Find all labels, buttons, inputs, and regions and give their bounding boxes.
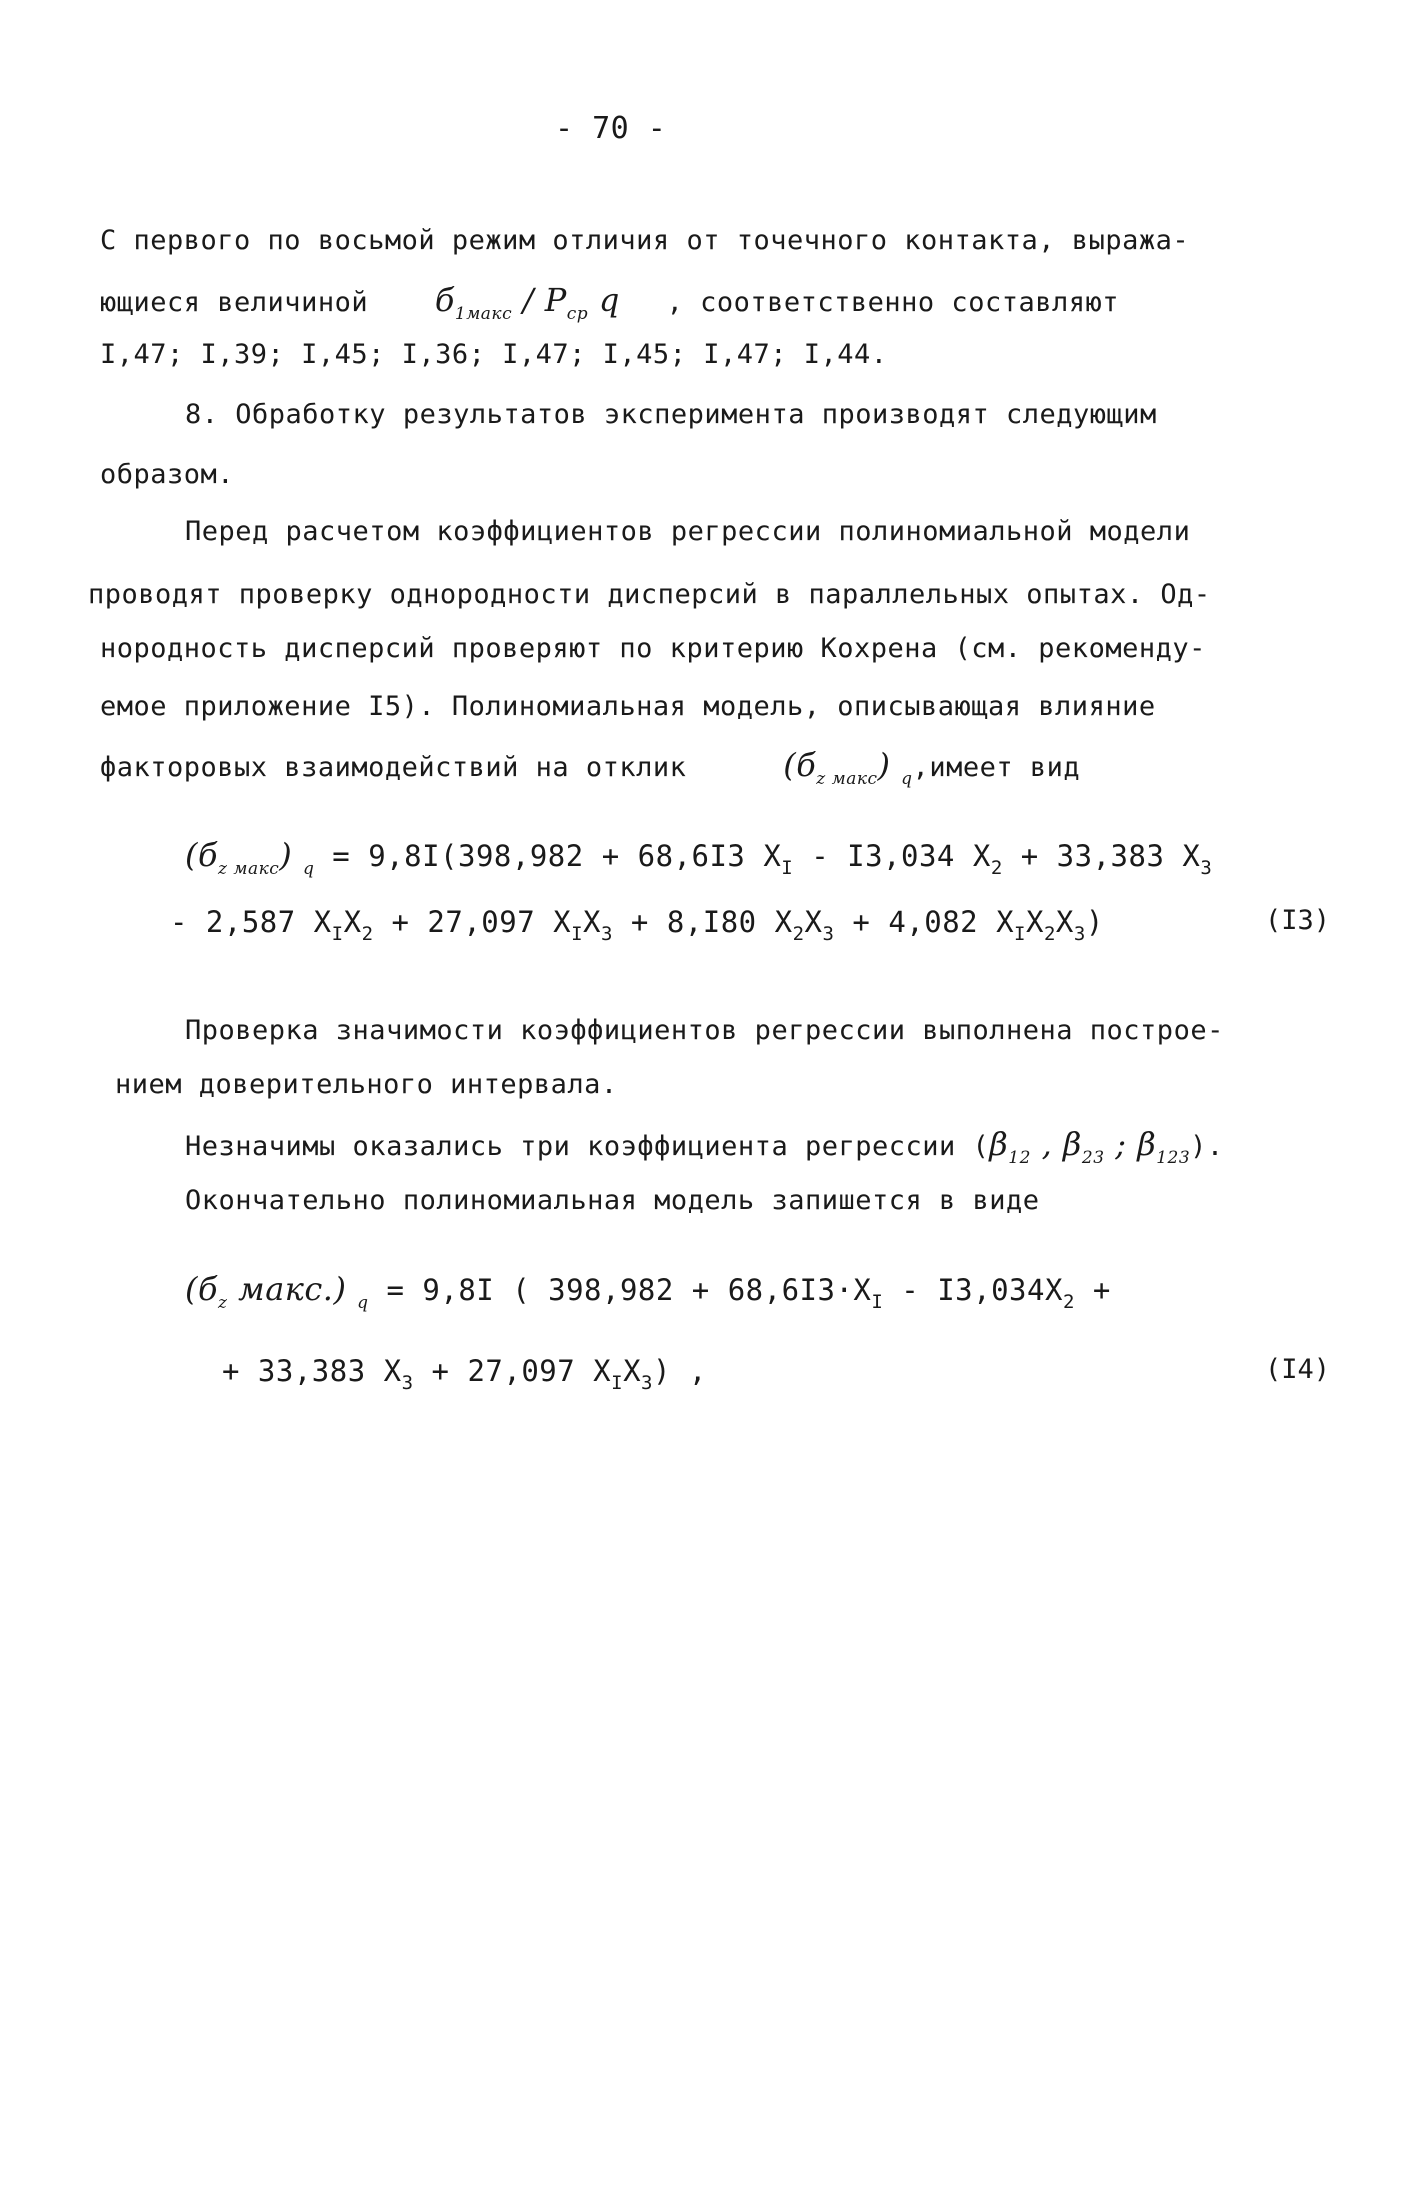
para3-line3: нородность дисперсий проверяют по критерию Кохрена (см. рекоменду-: [100, 633, 1206, 664]
para3-line1: Перед расчетом коэффициентов регрессии полиномиальной модели: [185, 516, 1191, 547]
para3-line5-pre: факторовых взаимодействий на отклик: [100, 752, 687, 783]
eq14-number: (I4): [1265, 1354, 1331, 1385]
eq13-number: (I3): [1265, 905, 1331, 936]
eq13-line2-c: + 8,I80 X: [612, 905, 793, 939]
eq13-line2-b: + 27,097 X: [373, 905, 572, 939]
para4-line2: нием доверительного интервала.: [115, 1069, 618, 1100]
formula-sigma-response: $(б_{z макс})$ $_q$: [783, 746, 913, 789]
eq13-line1: $(б_{z макс}) _q = 9,8I(398,982 + 68,6I3$ $X_I - I3,034$ $X_2 + 33,383$ $X_3$: [185, 836, 1213, 879]
para2-line1: 8. Обработку результатов эксперимента производят следующим: [185, 399, 1157, 430]
para3-line5: факторовых взаимодействий на отклик $(б_{z макс})$ $_q$,имеет вид: [100, 746, 1081, 789]
eq13-line1-b: - I3,034 X: [793, 839, 991, 873]
formula-sigma-ratio: $б_{1макс} / P_{ср}$ q: [434, 281, 620, 324]
eq14-line1-a: = 9,8I ( 398,982 + 68,6I3·X: [386, 1273, 872, 1307]
eq13-line2: - 2,587 $X_IX_2 + 27,097$ $X_IX_3 + 8,I80$ $X_2X_3 + 4,082$ $X_IX_2X_3$): [170, 905, 1104, 945]
para3-line4: емое приложение I5). Полиномиальная модель, описывающая влияние: [100, 691, 1156, 722]
para2-line2: образом.: [100, 459, 235, 490]
eq14-line2: + 33,383 $X_3 + 27,097$ $X_IX_3$) ,: [222, 1354, 707, 1394]
eq14-line1-c: +: [1074, 1273, 1111, 1307]
eq14-line1: ($б_z$ макс.) $_q$ = 9,8I ( $398,982 + 68,6I3\cdot X_I - I3,034X_2$ +: [185, 1270, 1111, 1313]
para1-line3: I,47; I,39; I,45; I,36; I,47; I,45; I,47; I,44.: [100, 339, 888, 370]
eq13-line2-d: + 4,082 X: [834, 905, 1015, 939]
para1-line2-pre: ющиеся величиной: [100, 287, 369, 318]
eq14-line2-a: + 33,383 X: [222, 1354, 402, 1388]
para4-line4: Окончательно полиномиальная модель запишется в виде: [185, 1185, 1040, 1216]
eq13-line1-a: = 9,8I(398,982 + 68,6I3 X: [332, 839, 782, 873]
para4-line3-pre: Незначимы оказались три коэффициента регрессии (: [185, 1131, 990, 1162]
para4-line1: Проверка значимости коэффициентов регрессии выполнена построе-: [185, 1015, 1224, 1046]
formula-beta-coefficients: $\beta_{12}$ , $\beta_{23}$ ; $\beta_{123}$: [989, 1125, 1191, 1168]
para3-line5-post: имеет вид: [929, 752, 1081, 783]
para1-line2-post: , соответственно составляют: [666, 287, 1119, 318]
para1-line2: [100, 281, 1119, 324]
eq14-line2-c: ) ,: [653, 1354, 707, 1388]
eq13-lhs: $(б_{z макс})$ $_q$: [185, 836, 315, 879]
page-number: - 70 -: [555, 111, 667, 146]
eq14-line2-b: + 27,097 X: [413, 1354, 612, 1388]
eq14-lhs: ($б_z$ макс.) $_q$: [185, 1270, 369, 1313]
eq13-line2-a: - 2,587 X: [170, 905, 332, 939]
para4-line3-post: ).: [1190, 1131, 1224, 1162]
eq14-line1-b: - I3,034X: [883, 1273, 1063, 1307]
para1-line1: С первого по восьмой режим отличия от точечного контакта, выража-: [100, 225, 1190, 256]
para4-line3: [185, 1125, 1224, 1168]
para3-line2: проводят проверку однородности дисперсий в параллельных опытах. Од-: [88, 579, 1211, 610]
eq13-line1-c: + 33,383 X: [1002, 839, 1201, 873]
